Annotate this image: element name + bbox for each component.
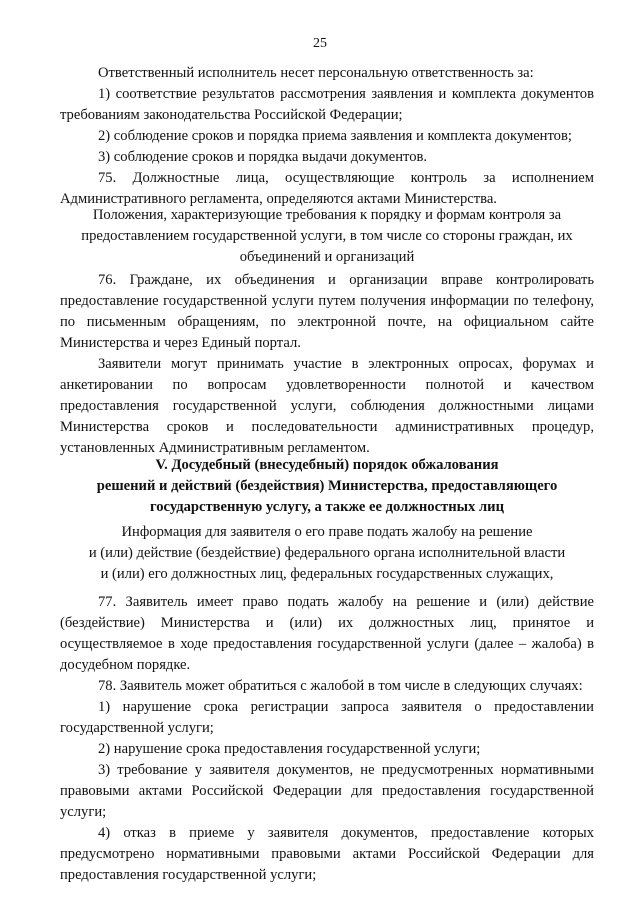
subheading-complaint-line-2: и (или) действие (бездействие) федерального органа исполнительной власти <box>88 545 566 561</box>
paragraph-75: 75. Должностные лица, осуществляющие контроль за исполнением Административного регламента, определяются актами Министерства. <box>60 170 594 207</box>
paragraph-responsibility-intro: Ответственный исполнитель несет персональную ответственность за: <box>98 65 534 81</box>
page-number: 25 <box>313 36 327 51</box>
section-heading-line-1: V. Досудебный (внесудебный) порядок обжалования <box>155 457 499 473</box>
responsibility-section <box>60 63 594 210</box>
paragraph-76: 76. Граждане, их объединения и организации вправе контролировать предоставление государственной услуги путем получения информации по телефону, по письменным обращениям, по электронной почте, на официальном сайте Министерства и через Единый портал. <box>60 272 594 351</box>
subheading-control-provisions: Положения, характеризующие требования к порядку и формам контроля за предоставлением государственной услуги, в том числе со стороны граждан, их объединений и организаций <box>81 207 573 265</box>
section-heading-line-3: государственную услугу, а также ее должностных лиц <box>150 499 504 515</box>
subheading-complaint-line-1: Информация для заявителя о его праве подать жалобу на решение <box>121 524 533 540</box>
control-section <box>60 270 594 459</box>
subheading-complaint-line-3: и (или) его должностных лиц, федеральных государственных служащих, <box>100 566 554 582</box>
paragraph-item-1: 1) соответствие результатов рассмотрения заявления и комплекта документов требованиям законодательства Российской Федерации; <box>60 86 594 123</box>
paragraph-item-2: 2) соблюдение сроков и порядка приема заявления и комплекта документов; <box>98 128 572 144</box>
complaint-section <box>60 592 594 886</box>
case-item-3: 3) требование у заявителя документов, не предусмотренных нормативными правовыми актами Российской Федерации для предоставления государственной услуги; <box>60 762 594 820</box>
paragraph-participation: Заявители могут принимать участие в электронных опросах, форумах и анкетировании по вопросам удовлетворенности полнотой и качеством предоставления государственной услуги, соблюдения должностными лицами Министерства сроков и последовательности административных процедур, установленных Административным регламентом. <box>60 356 594 456</box>
section-heading <box>40 455 614 518</box>
paragraph-item-3: 3) соблюдение сроков и порядка выдачи документов. <box>98 149 428 165</box>
case-item-2: 2) нарушение срока предоставления государственной услуги; <box>98 741 481 757</box>
subheading-complaint-info <box>40 522 614 585</box>
section-heading-line-2: решений и действий (бездействия) Министерства, предоставляющего <box>96 478 558 494</box>
paragraph-78: 78. Заявитель может обратиться с жалобой в том числе в следующих случаях: <box>98 678 583 694</box>
case-item-4: 4) отказ в приеме у заявителя документов, предоставление которых предусмотрено нормативными правовыми актами Российской Федерации для предоставления государственной услуги; <box>60 825 594 883</box>
case-item-1: 1) нарушение срока регистрации запроса заявителя о предоставлении государственной услуги; <box>60 699 594 736</box>
paragraph-77: 77. Заявитель имеет право подать жалобу на решение и (или) действие (бездействие) Министерства и (или) их должностных лиц, принятое и осуществляемое в ходе предоставления государственной услуги (далее – жалоба) в досудебном порядке. <box>60 594 594 673</box>
